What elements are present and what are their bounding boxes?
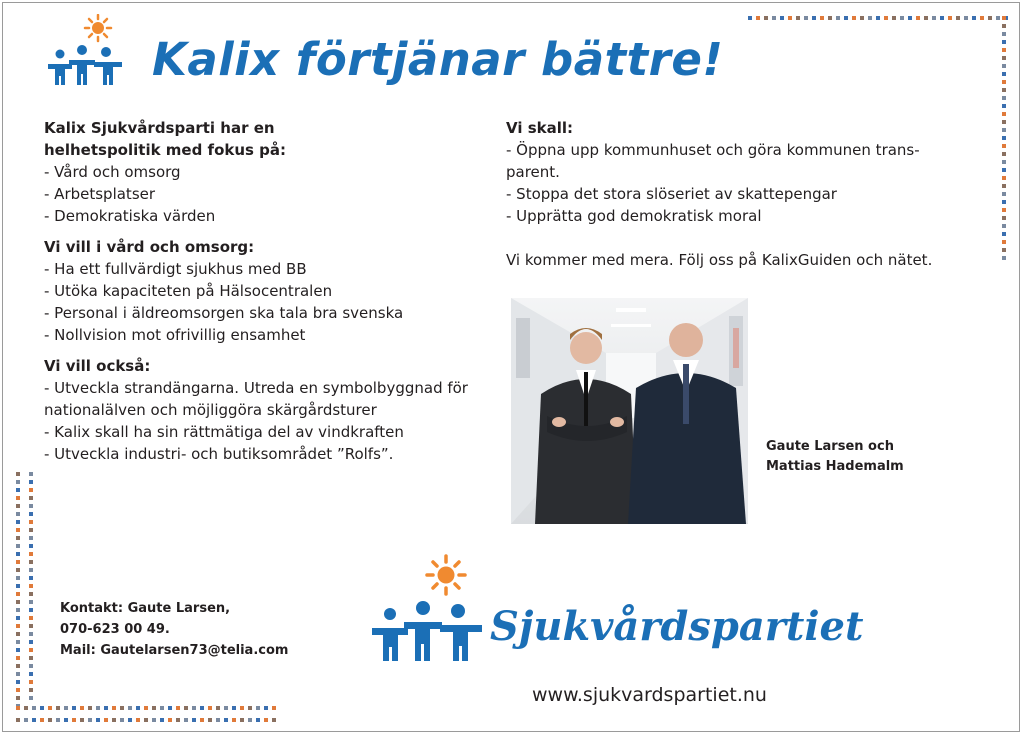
decorative-dot	[1002, 104, 1006, 108]
shall-item: - Stoppa det stora slöseriet av skattepengar	[506, 185, 837, 203]
decorative-dot	[1002, 208, 1006, 212]
decorative-dot	[168, 706, 172, 710]
decorative-dot	[1002, 256, 1006, 260]
decorative-dot	[128, 706, 132, 710]
decorative-dot	[1002, 152, 1006, 156]
decorative-dot	[884, 16, 888, 20]
decorative-dots-left-inner	[29, 472, 33, 700]
decorative-dot	[16, 576, 20, 580]
decorative-dot	[24, 718, 28, 722]
decorative-dot	[1002, 40, 1006, 44]
decorative-dot	[24, 706, 28, 710]
also-title: Vi vill också:	[44, 357, 151, 375]
decorative-dot	[16, 488, 20, 492]
decorative-dot	[120, 718, 124, 722]
decorative-dot	[1002, 248, 1006, 252]
decorative-dot	[16, 544, 20, 548]
decorative-dot	[96, 718, 100, 722]
decorative-dot	[200, 706, 204, 710]
decorative-dot	[32, 706, 36, 710]
decorative-dot	[1002, 56, 1006, 60]
decorative-dot	[916, 16, 920, 20]
decorative-dots-bottom	[16, 706, 276, 710]
decorative-dot	[16, 672, 20, 676]
decorative-dot	[16, 472, 20, 476]
decorative-dot	[1002, 168, 1006, 172]
decorative-dot	[1002, 232, 1006, 236]
decorative-dot	[900, 16, 904, 20]
decorative-dot	[16, 696, 20, 700]
decorative-dot	[240, 718, 244, 722]
decorative-dot	[16, 560, 20, 564]
decorative-dot	[112, 718, 116, 722]
decorative-dot	[40, 718, 44, 722]
decorative-dots-top	[748, 16, 1008, 20]
decorative-dot	[144, 718, 148, 722]
decorative-dot	[1002, 136, 1006, 140]
decorative-dot	[780, 16, 784, 20]
also-section	[44, 355, 504, 465]
decorative-dot	[1002, 112, 1006, 116]
focus-section	[44, 117, 504, 227]
decorative-dot	[16, 632, 20, 636]
party-wordmark: Sjukvårdspartiet	[490, 603, 864, 650]
decorative-dot	[804, 16, 808, 20]
decorative-dot	[272, 706, 276, 710]
decorative-dot	[812, 16, 816, 20]
decorative-dot	[16, 664, 20, 668]
contact-mail: Mail: Gautelarsen73@telia.com	[60, 643, 289, 658]
decorative-dot	[16, 536, 20, 540]
decorative-dot	[29, 608, 33, 612]
decorative-dot	[56, 718, 60, 722]
decorative-dot	[88, 706, 92, 710]
decorative-dot	[200, 718, 204, 722]
decorative-dot	[48, 718, 52, 722]
decorative-dot	[104, 718, 108, 722]
decorative-dot	[136, 706, 140, 710]
decorative-dot	[29, 696, 33, 700]
decorative-dot	[72, 718, 76, 722]
decorative-dot	[29, 528, 33, 532]
decorative-dot	[32, 718, 36, 722]
decorative-dot	[980, 16, 984, 20]
decorative-dot	[16, 718, 20, 722]
decorative-dot	[29, 536, 33, 540]
decorative-dot	[256, 718, 260, 722]
decorative-dot	[932, 16, 936, 20]
decorative-dot	[72, 706, 76, 710]
decorative-dot	[216, 718, 220, 722]
decorative-dot	[876, 16, 880, 20]
decorative-dot	[29, 624, 33, 628]
decorative-dot	[29, 680, 33, 684]
care-item: - Personal i äldreomsorgen ska tala bra svenska	[44, 304, 404, 322]
decorative-dot	[16, 680, 20, 684]
also-item: - Utveckla industri- och butiksområdet ”Rolfs”.	[44, 445, 394, 463]
decorative-dot	[248, 706, 252, 710]
decorative-dot	[924, 16, 928, 20]
decorative-dot	[1002, 72, 1006, 76]
decorative-dot	[29, 496, 33, 500]
decorative-dot	[29, 584, 33, 588]
decorative-dot	[176, 706, 180, 710]
decorative-dot	[16, 568, 20, 572]
decorative-dot	[16, 512, 20, 516]
decorative-dot	[160, 706, 164, 710]
decorative-dot	[80, 706, 84, 710]
decorative-dot	[16, 528, 20, 532]
decorative-dot	[29, 544, 33, 548]
decorative-dot	[272, 718, 276, 722]
decorative-dot	[48, 706, 52, 710]
left-column	[44, 117, 504, 474]
decorative-dot	[16, 480, 20, 484]
decorative-dot	[192, 718, 196, 722]
decorative-dot	[29, 656, 33, 660]
decorative-dot	[80, 718, 84, 722]
decorative-dot	[1002, 144, 1006, 148]
decorative-dot	[216, 706, 220, 710]
decorative-dot	[1002, 80, 1006, 84]
decorative-dot	[128, 718, 132, 722]
decorative-dot	[820, 16, 824, 20]
decorative-dot	[16, 592, 20, 596]
contact-name: Kontakt: Gaute Larsen,	[60, 601, 231, 616]
decorative-dot	[16, 640, 20, 644]
decorative-dot	[764, 16, 768, 20]
decorative-dot	[136, 718, 140, 722]
decorative-dots-bottom-inner	[16, 718, 276, 722]
decorative-dot	[964, 16, 968, 20]
decorative-dot	[224, 706, 228, 710]
decorative-dot	[29, 512, 33, 516]
decorative-dot	[1002, 32, 1006, 36]
shall-title: Vi skall:	[506, 119, 574, 137]
decorative-dot	[1002, 24, 1006, 28]
decorative-dot	[16, 688, 20, 692]
decorative-dot	[29, 616, 33, 620]
decorative-dot	[264, 718, 268, 722]
decorative-dot	[56, 706, 60, 710]
decorative-dot	[29, 520, 33, 524]
focus-item: - Vård och omsorg	[44, 163, 181, 181]
decorative-dot	[29, 568, 33, 572]
decorative-dot	[1002, 96, 1006, 100]
decorative-dot	[240, 706, 244, 710]
decorative-dot	[29, 648, 33, 652]
also-item: - Utveckla strandängarna. Utreda en symbolbyggnad för	[44, 379, 468, 397]
decorative-dot	[248, 718, 252, 722]
decorative-dots-right	[1002, 16, 1006, 260]
decorative-dot	[1002, 240, 1006, 244]
headline: Kalix förtjänar bättre!	[152, 33, 724, 86]
decorative-dot	[120, 706, 124, 710]
focus-item: - Demokratiska värden	[44, 207, 216, 225]
decorative-dot	[1002, 128, 1006, 132]
decorative-dot	[104, 706, 108, 710]
right-column	[506, 117, 976, 271]
shall-item: parent.	[506, 163, 560, 181]
decorative-dot	[1002, 176, 1006, 180]
decorative-dot	[29, 504, 33, 508]
decorative-dot	[16, 552, 20, 556]
care-item: - Nollvision mot ofrivillig ensamhet	[44, 326, 306, 344]
decorative-dot	[208, 718, 212, 722]
decorative-dot	[836, 16, 840, 20]
decorative-dot	[1002, 192, 1006, 196]
decorative-dot	[940, 16, 944, 20]
decorative-dot	[176, 718, 180, 722]
decorative-dot	[29, 632, 33, 636]
decorative-dot	[908, 16, 912, 20]
decorative-dot	[988, 16, 992, 20]
decorative-dot	[29, 672, 33, 676]
decorative-dot	[16, 656, 20, 660]
decorative-dot	[152, 718, 156, 722]
decorative-dot	[16, 496, 20, 500]
decorative-dot	[29, 592, 33, 596]
decorative-dot	[232, 706, 236, 710]
decorative-dot	[892, 16, 896, 20]
decorative-dot	[756, 16, 760, 20]
decorative-dot	[64, 718, 68, 722]
decorative-dot	[29, 640, 33, 644]
decorative-dot	[948, 16, 952, 20]
decorative-dot	[112, 706, 116, 710]
care-title: Vi vill i vård och omsorg:	[44, 238, 255, 256]
decorative-dot	[996, 16, 1000, 20]
care-item: - Ha ett fullvärdigt sjukhus med BB	[44, 260, 307, 278]
decorative-dot	[256, 706, 260, 710]
decorative-dot	[232, 718, 236, 722]
care-section	[44, 236, 504, 346]
decorative-dot	[16, 608, 20, 612]
decorative-dot	[29, 664, 33, 668]
decorative-dot	[64, 706, 68, 710]
decorative-dot	[16, 616, 20, 620]
decorative-dot	[852, 16, 856, 20]
decorative-dot	[956, 16, 960, 20]
focus-item: - Arbetsplatser	[44, 185, 156, 203]
decorative-dot	[184, 718, 188, 722]
website-link[interactable]: www.sjukvardspartiet.nu	[532, 684, 767, 706]
family-sun-logo-icon	[44, 14, 126, 90]
decorative-dot	[16, 648, 20, 652]
decorative-dots-left	[16, 472, 20, 708]
decorative-dot	[16, 706, 20, 710]
focus-title-line-2: helhetspolitik med fokus på:	[44, 141, 287, 159]
candidates-photo	[511, 298, 748, 524]
decorative-dot	[16, 584, 20, 588]
decorative-dot	[144, 706, 148, 710]
decorative-dot	[88, 718, 92, 722]
decorative-dot	[29, 688, 33, 692]
decorative-dot	[29, 576, 33, 580]
care-item: - Utöka kapaciteten på Hälsocentralen	[44, 282, 333, 300]
decorative-dot	[868, 16, 872, 20]
decorative-dot	[224, 718, 228, 722]
more-text: Vi kommer med mera. Följ oss på KalixGuiden och nätet.	[506, 251, 933, 269]
family-sun-logo-icon	[368, 554, 488, 668]
decorative-dot	[972, 16, 976, 20]
decorative-dot	[860, 16, 864, 20]
decorative-dot	[192, 706, 196, 710]
decorative-dot	[29, 600, 33, 604]
decorative-dot	[168, 718, 172, 722]
also-item: nationalälven och möjliggöra skärgårdsturer	[44, 401, 377, 419]
decorative-dot	[1002, 64, 1006, 68]
decorative-dot	[29, 560, 33, 564]
shall-item: - Öppna upp kommunhuset och göra kommunen trans-	[506, 141, 920, 159]
decorative-dot	[788, 16, 792, 20]
decorative-dot	[796, 16, 800, 20]
caption-line-1: Gaute Larsen och	[766, 439, 894, 454]
decorative-dot	[152, 706, 156, 710]
also-item: - Kalix skall ha sin rättmätiga del av vindkraften	[44, 423, 404, 441]
decorative-dot	[29, 480, 33, 484]
decorative-dot	[1002, 224, 1006, 228]
caption-line-2: Mattias Hademalm	[766, 459, 904, 474]
decorative-dot	[1002, 184, 1006, 188]
shall-item: - Upprätta god demokratisk moral	[506, 207, 762, 225]
decorative-dot	[1002, 16, 1006, 20]
decorative-dot	[748, 16, 752, 20]
decorative-dot	[264, 706, 268, 710]
decorative-dot	[828, 16, 832, 20]
contact-phone: 070-623 00 49.	[60, 622, 170, 637]
decorative-dot	[1002, 200, 1006, 204]
decorative-dot	[1002, 88, 1006, 92]
decorative-dot	[16, 600, 20, 604]
decorative-dot	[96, 706, 100, 710]
decorative-dot	[184, 706, 188, 710]
decorative-dot	[29, 552, 33, 556]
focus-title-line-1: Kalix Sjukvårdsparti har en	[44, 119, 275, 137]
decorative-dot	[16, 504, 20, 508]
decorative-dot	[1002, 48, 1006, 52]
contact-info	[60, 598, 320, 661]
decorative-dot	[1002, 216, 1006, 220]
decorative-dot	[40, 706, 44, 710]
decorative-dot	[772, 16, 776, 20]
decorative-dot	[208, 706, 212, 710]
decorative-dot	[16, 520, 20, 524]
photo-caption	[766, 437, 966, 477]
decorative-dot	[1002, 120, 1006, 124]
decorative-dot	[1002, 160, 1006, 164]
decorative-dot	[29, 472, 33, 476]
decorative-dot	[160, 718, 164, 722]
decorative-dot	[16, 624, 20, 628]
decorative-dot	[844, 16, 848, 20]
shall-section	[506, 117, 976, 227]
decorative-dot	[29, 488, 33, 492]
